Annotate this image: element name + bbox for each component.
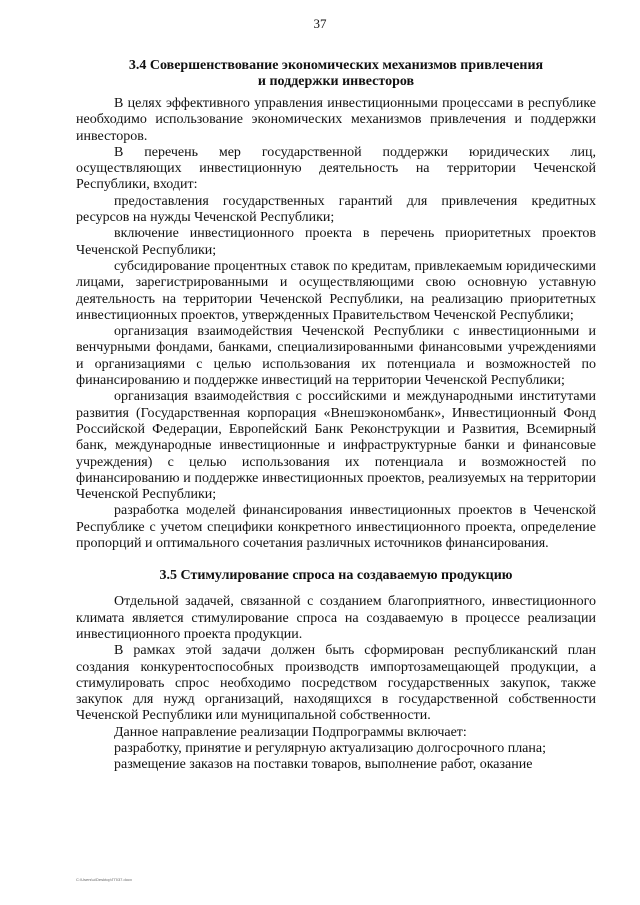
paragraph: включение инвестиционного проекта в перечень приоритетных проектов Чеченской Республики; xyxy=(76,226,596,258)
paragraph: Данное направление реализации Подпрограммы включает: xyxy=(114,724,467,740)
paragraph: субсидирование процентных ставок по кредитам, привлекаемым юридическими лицами, зарегистрированными и осуществляющими свою основную уставную деятельность на территории Чеченской Республики, на реализацию приоритетных инвестиционных проектов, утвержденных Правительством Чеченской Республики; xyxy=(76,258,596,323)
paragraph: разработка моделей финансирования инвестиционных проектов в Чеченской Республике с учетом специфики конкретного инвестиционного проекта, определение пропорций и оптимального сочетания различных источников финансирования. xyxy=(76,503,596,552)
paragraph: В перечень мер государственной поддержки юридических лиц, осуществляющих инвестиционную деятельность на территории Чеченской Республики, входит: xyxy=(76,144,596,193)
document-body xyxy=(76,58,596,774)
section-heading-3-5: 3.5 Стимулирование спроса на создаваемую продукцию xyxy=(159,568,513,584)
paragraph: организация взаимодействия с российскими и международными институтами развития (Государственная корпорация «Внешэкономбанк», Инвестиционный Фонд Российской Федерации, Европейский Банк Реконструкции и Развития, Всемирный банк, международные инвестиционные и инфраструктурные банки и финансовые учреждения) с целью использования их потенциала и возможностей по финансированию и поддержке инвестиционных проектов, реализуемых на территории Чеченской Республики; xyxy=(76,389,596,503)
paragraph: Отдельной задачей, связанной с созданием благоприятного, инвестиционного климата является стимулирование спроса на создаваемую в процессе реализации инвестиционного проекта продукции. xyxy=(76,594,596,642)
footer-file-path: C:\Users\u\Desktop\ГП\37.docx xyxy=(76,877,132,882)
paragraph: предоставления государственных гарантий для привлечения кредитных ресурсов на нужды Чеченской Республики; xyxy=(76,193,596,226)
section-heading-3-4 xyxy=(76,58,596,90)
heading-line: 3.4 Совершенствование экономических механизмов привлечения xyxy=(128,58,544,73)
paragraph: разработку, принятие и регулярную актуализацию долгосрочного плана; xyxy=(114,740,546,756)
paragraph: размещение заказов на поставки товаров, выполнение работ, оказание xyxy=(114,757,533,773)
paragraph: организация взаимодействия Чеченской Республики с инвестиционными и венчурными фондами, банками, специализированными финансовыми учреждениями и организациями с целью использования их потенциала и возможностей по финансированию и поддержке инвестиций на территории Чеченской Республики; xyxy=(76,324,596,389)
paragraph: В целях эффективного управления инвестиционными процессами в республике необходимо использование экономических механизмов привлечения и поддержки инвесторов. xyxy=(76,96,596,144)
page-number: 37 xyxy=(313,16,327,31)
heading-line: и поддержки инвесторов xyxy=(257,74,415,89)
paragraph: В рамках этой задачи должен быть сформирован республиканский план создания конкурентоспособных производств импортозамещающей продукции, а стимулировать спрос необходимо посредством государственных закупок, также закупок для нужд организаций, находящихся в государственной собственности Чеченской Республики или муниципальной собственности. xyxy=(76,643,596,724)
